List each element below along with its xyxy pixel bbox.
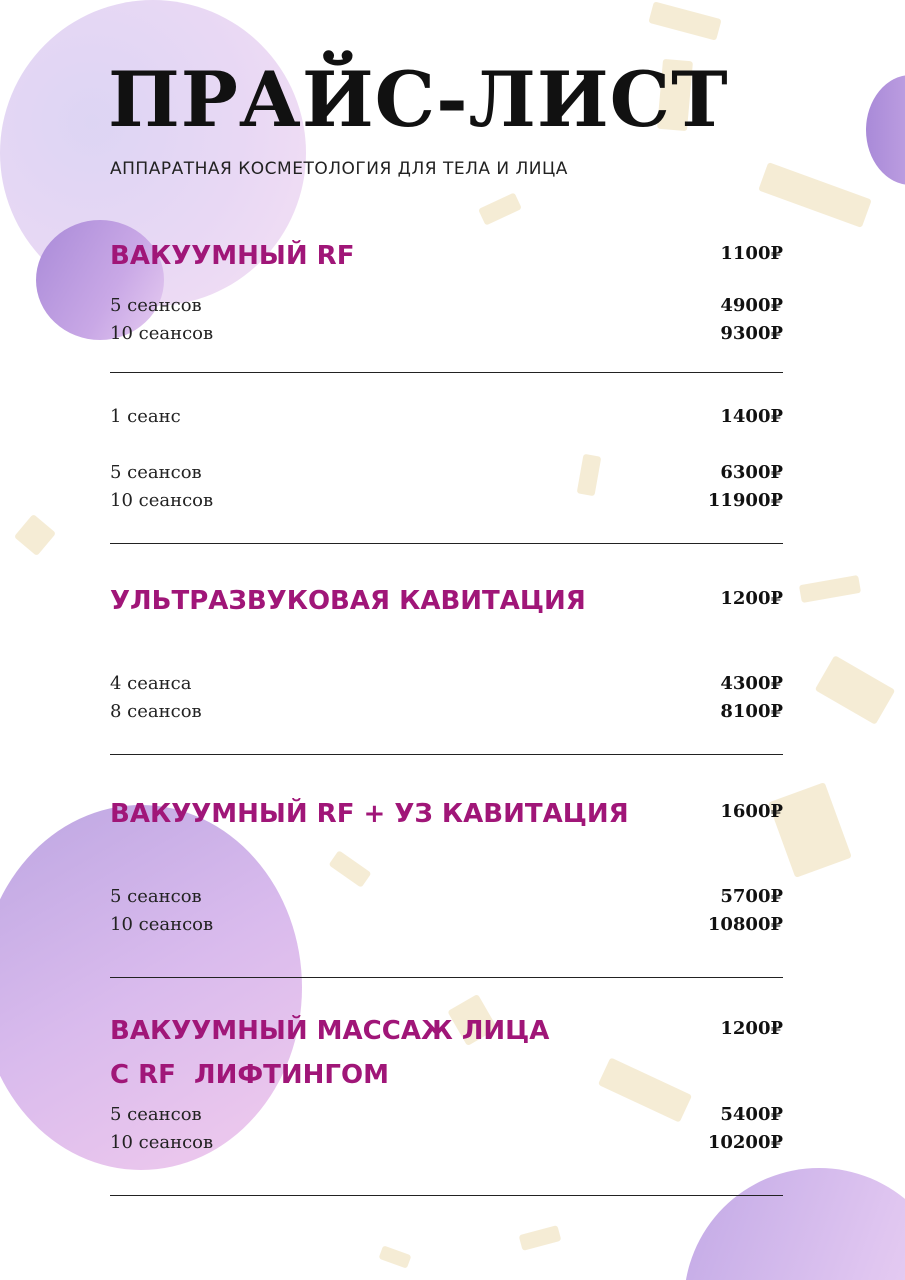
- section-price: 1600₽: [720, 801, 783, 822]
- section-title: ВАКУУМНЫЙ RF: [110, 241, 355, 271]
- price-row: [110, 406, 783, 434]
- divider: [110, 543, 783, 544]
- row-price: 5400₽: [720, 1104, 783, 1125]
- price-row: [110, 323, 783, 351]
- row-price: 9300₽: [720, 323, 783, 344]
- row-price: 10200₽: [707, 1132, 783, 1153]
- price-row: [110, 490, 783, 518]
- price-row: [110, 914, 783, 942]
- row-price: 10800₽: [707, 914, 783, 935]
- section-title: ВАКУУМНЫЙ RF + УЗ КАВИТАЦИЯ: [110, 799, 629, 829]
- row-label: 8 сеансов: [110, 701, 202, 722]
- row-price: 8100₽: [720, 701, 783, 722]
- row-label: 5 сеансов: [110, 886, 202, 907]
- row-price: 4300₽: [720, 673, 783, 694]
- row-label: 5 сеансов: [110, 462, 202, 483]
- row-price: 4900₽: [720, 295, 783, 316]
- section-price: 1200₽: [720, 1018, 783, 1039]
- divider: [110, 372, 783, 373]
- row-label: 1 сеанс: [110, 406, 181, 427]
- price-row: [110, 701, 783, 729]
- price-row: [110, 1104, 783, 1132]
- section-title-line: С RF ЛИФТИНГОМ: [110, 1060, 389, 1090]
- divider: [110, 977, 783, 978]
- price-row: [110, 673, 783, 701]
- section-title: УЛЬТРАЗВУКОВАЯ КАВИТАЦИЯ: [110, 586, 586, 616]
- price-row: [110, 886, 783, 914]
- divider: [110, 754, 783, 755]
- section-price: 1200₽: [720, 588, 783, 609]
- section-title: [110, 1009, 670, 1097]
- row-price: 1400₽: [720, 406, 783, 427]
- row-label: 10 сеансов: [110, 323, 214, 344]
- row-label: 10 сеансов: [110, 1132, 214, 1153]
- row-label: 5 сеансов: [110, 295, 202, 316]
- price-row: [110, 295, 783, 323]
- row-price: 5700₽: [720, 886, 783, 907]
- section-price: 1100₽: [720, 243, 783, 264]
- row-label: 5 сеансов: [110, 1104, 202, 1125]
- page-title: ПРАЙС-ЛИСТ: [108, 55, 729, 144]
- page-subtitle: АППАРАТНАЯ КОСМЕТОЛОГИЯ ДЛЯ ТЕЛА И ЛИЦА: [110, 159, 568, 179]
- divider: [110, 1195, 783, 1196]
- section-title-line: ВАКУУМНЫЙ МАССАЖ ЛИЦА: [110, 1016, 550, 1046]
- row-price: 6300₽: [720, 462, 783, 483]
- row-price: 11900₽: [707, 490, 783, 511]
- row-label: 4 сеанса: [110, 673, 192, 694]
- price-row: [110, 462, 783, 490]
- row-label: 10 сеансов: [110, 914, 214, 935]
- row-label: 10 сеансов: [110, 490, 214, 511]
- price-row: [110, 1132, 783, 1160]
